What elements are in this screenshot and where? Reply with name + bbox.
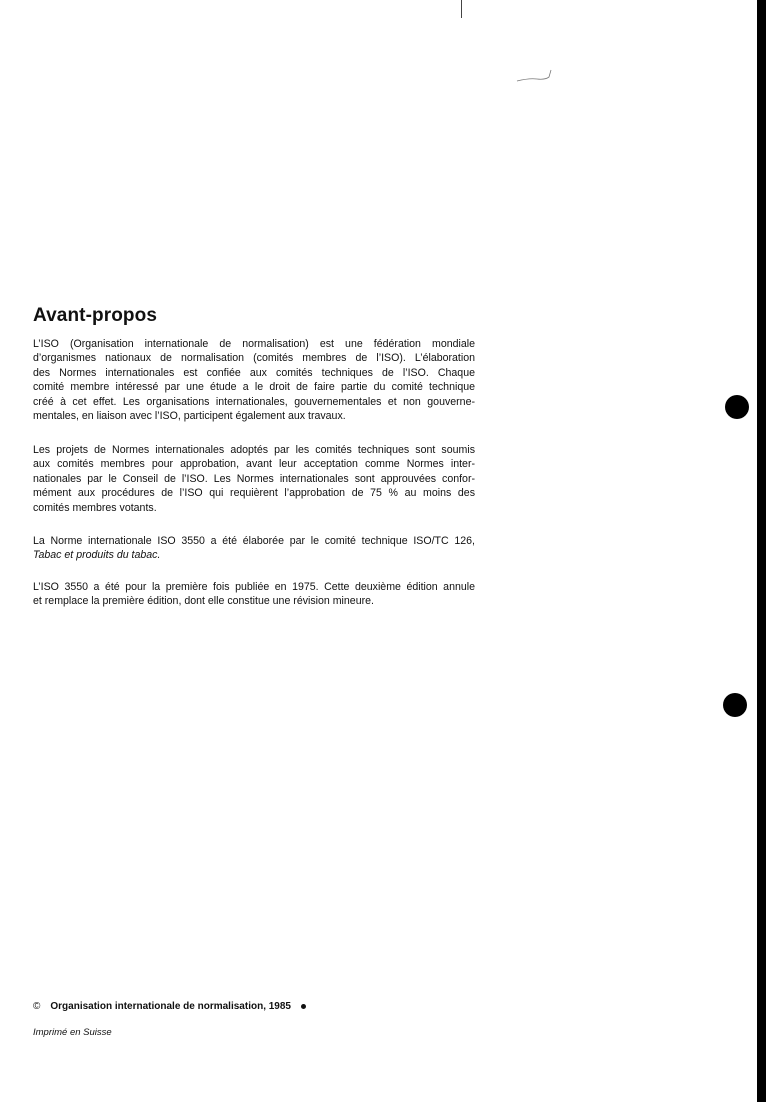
copyright-text: Organisation internationale de normalisation, 1985	[50, 1001, 291, 1012]
foreword-paragraph-1	[33, 337, 475, 423]
text-line: comité membre intéressé par une étude a le droit de faire partie du comité technique	[33, 381, 475, 394]
copyright-symbol: ©	[33, 1001, 41, 1012]
page-title: Avant-propos	[33, 305, 157, 326]
text-line: des Normes internationales est confiée aux comités techniques de l’ISO. Chaque	[33, 366, 475, 379]
scan-top-mark	[461, 0, 462, 18]
text-line: mentales, en liaison avec l’ISO, participent également aux travaux.	[33, 410, 346, 423]
copyright-notice	[33, 1001, 306, 1012]
printed-in-note: Imprimé en Suisse	[33, 1027, 112, 1038]
text-line: La Norme internationale ISO 3550 a été élaborée par le comité technique ISO/TC 126,	[33, 535, 475, 547]
text-line: comités membres votants.	[33, 501, 157, 514]
text-line: et remplace la première édition, dont elle constitue une révision mineure.	[33, 595, 374, 608]
text-line: mément aux procédures de l’ISO qui requièrent l’approbation de 75 % au moins des	[33, 487, 475, 500]
punch-hole	[725, 395, 749, 419]
committee-title-italic: Tabac et produits du tabac.	[33, 549, 161, 562]
text-line: Les projets de Normes internationales adoptés par les comités techniques sont soumis	[33, 444, 475, 456]
foreword-paragraph-2	[33, 443, 475, 515]
bullet-dot-icon	[301, 1004, 306, 1009]
text-line: L’ISO 3550 a été pour la première fois publiée en 1975. Cette deuxième édition annule	[33, 581, 475, 593]
punch-hole	[723, 693, 747, 717]
text-line: créé à cet effet. Les organisations internationales, gouvernementales et non gouverne-	[33, 395, 475, 408]
text-line: nationales par le Conseil de l’ISO. Les Normes internationales sont approuvées confor-	[33, 472, 475, 485]
foreword-paragraph-4	[33, 580, 475, 609]
scan-dark-edge	[757, 0, 766, 1102]
pen-mark	[515, 68, 555, 84]
foreword-paragraph-3	[33, 534, 475, 563]
text-line: d’organismes nationaux de normalisation (comités membres de l’ISO). L’élaboration	[33, 352, 475, 365]
text-line: L’ISO (Organisation internationale de normalisation) est une fédération mondiale	[33, 338, 475, 350]
text-line: aux comités membres pour approbation, avant leur acceptation comme Normes inter-	[33, 458, 475, 471]
